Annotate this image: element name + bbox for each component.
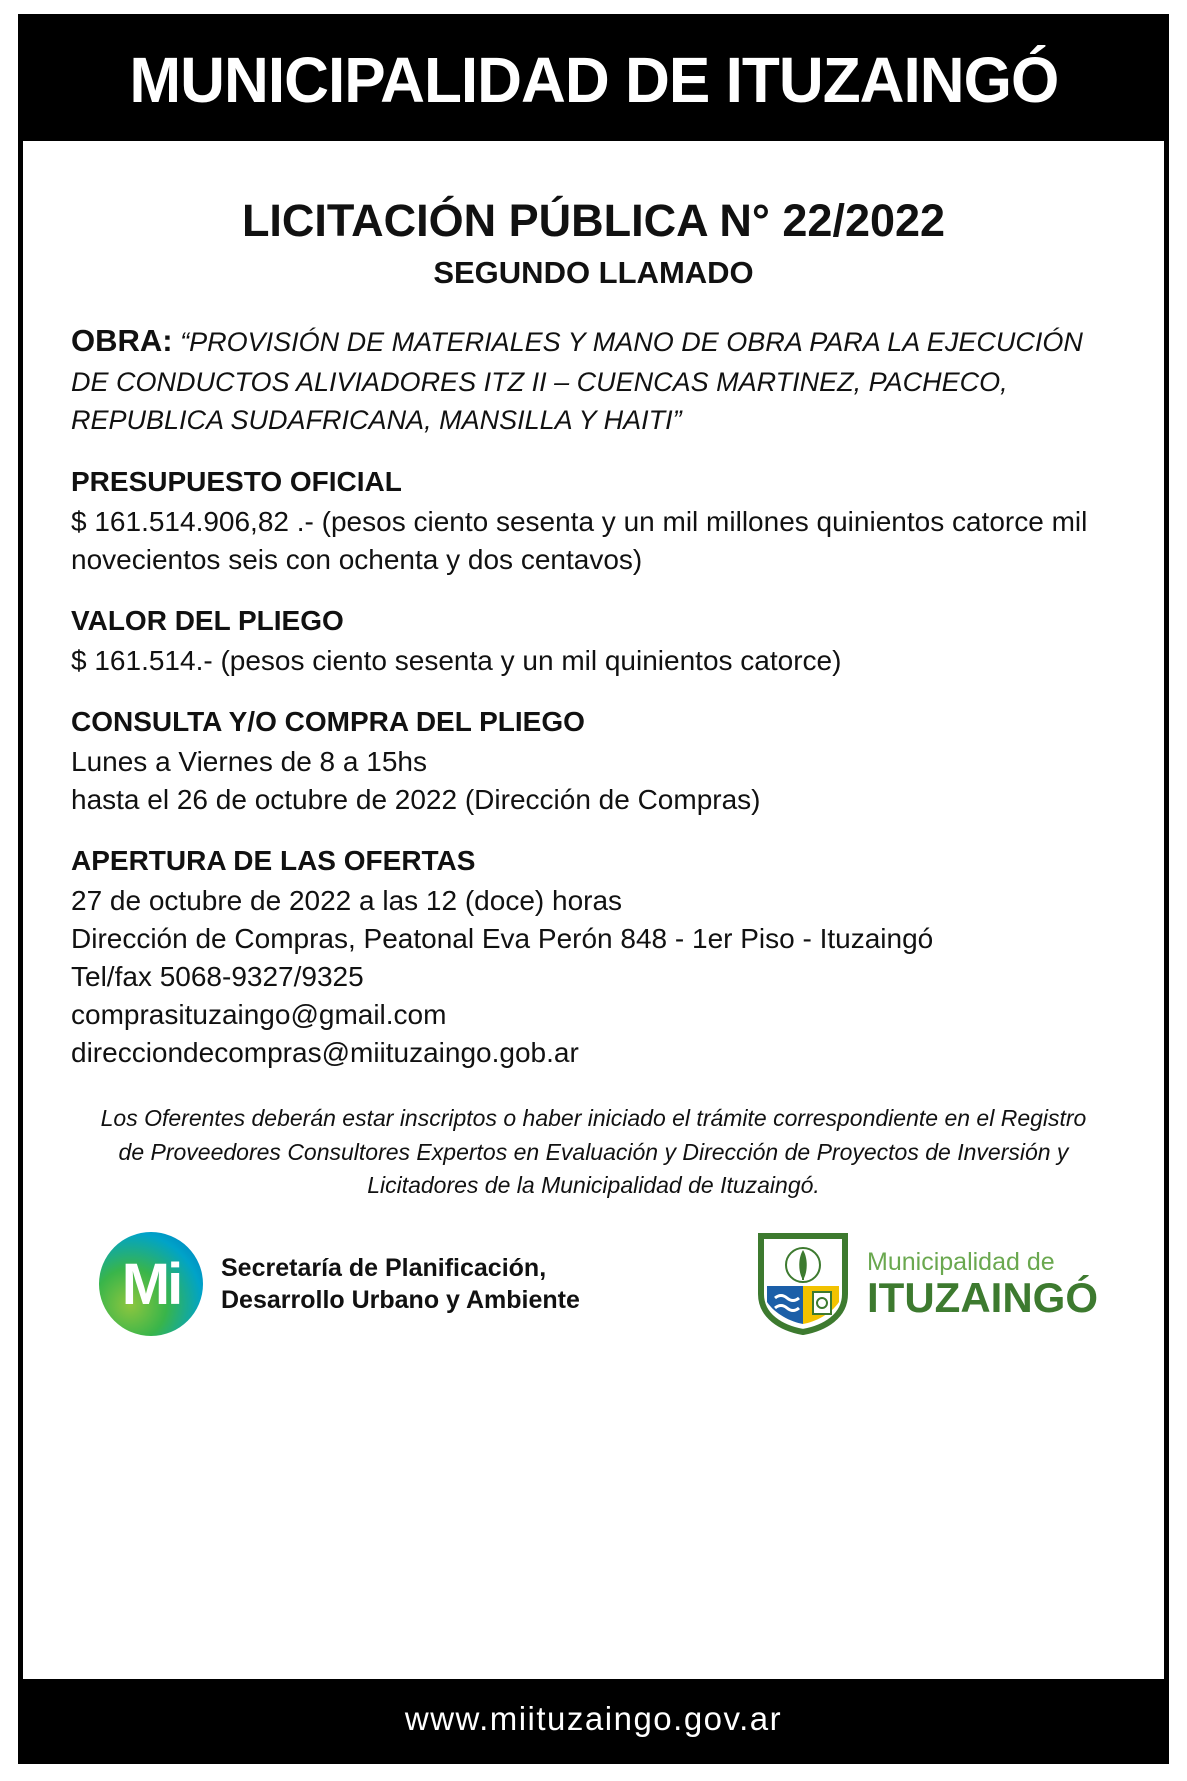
notice-body: [23, 141, 1164, 1679]
oferentes-note: Los Oferentes deberán estar inscriptos o haber iniciado el trámite correspondiente en el Registro de Proveedores Consultores Expertos en Evaluación y Dirección de Proyectos de Inversión y Licitadores de la Municipalidad de Ituzaingó.: [100, 1105, 1087, 1199]
coat-of-arms-icon: [757, 1232, 849, 1336]
obra-description: “PROVISIÓN DE MATERIALES Y MANO DE OBRA PARA LA EJECUCIÓN DE CONDUCTOS ALIVIADORES ITZ II – CUENCAS MARTINEZ, PACHECO, REPUBLICA SUDAFRICANA, MANSILLA Y HAITI”: [71, 327, 1083, 436]
section-line: hasta el 26 de octubre de 2022 (Dirección de Compras): [71, 783, 761, 815]
obra-block: [71, 319, 1116, 440]
section-line: Tel/fax 5068-9327/9325: [71, 961, 364, 993]
secretaria-logo-group: [99, 1232, 580, 1336]
section-valor-pliego: [71, 605, 1116, 680]
logos-row: [71, 1232, 1116, 1336]
secretaria-line-2: Desarrollo Urbano y Ambiente: [221, 1286, 580, 1315]
municipalidad-logo-group: [757, 1232, 1098, 1336]
section-line: Lunes a Viernes de 8 a 15hs: [71, 745, 427, 777]
section-consulta-compra: [71, 706, 1116, 819]
mi-circle-logo-icon: [99, 1232, 203, 1336]
page-title: LICITACIÓN PÚBLICA N° 22/2022: [241, 195, 946, 246]
email-compras[interactable]: comprasituzaingo@gmail.com: [71, 999, 447, 1031]
section-title: VALOR DEL PLIEGO: [71, 604, 344, 636]
secretaria-text: [221, 1252, 580, 1317]
header-title: MUNICIPALIDAD DE ITUZAINGÓ: [129, 44, 1058, 116]
municipalidad-text: [867, 1249, 1098, 1319]
email-direccion-compras[interactable]: direcciondecompras@miituzaingo.gob.ar: [71, 1037, 579, 1069]
footer-banner: [23, 1679, 1164, 1759]
poster-frame: [18, 14, 1169, 1764]
page-subtitle: SEGUNDO LLAMADO: [433, 255, 754, 290]
mi-monogram-label: Mi: [121, 1251, 181, 1317]
municipalidad-big-label: ITUZAINGÓ: [867, 1273, 1098, 1321]
section-title: APERTURA DE LAS OFERTAS: [71, 845, 476, 877]
section-line: $ 161.514.- (pesos ciento sesenta y un mil quinientos catorce): [71, 644, 842, 676]
header-banner: [23, 19, 1164, 141]
section-apertura-ofertas: [71, 845, 1116, 1072]
website-url[interactable]: www.miituzaingo.gov.ar: [404, 1700, 783, 1737]
section-title: PRESUPUESTO OFICIAL: [71, 465, 402, 497]
section-presupuesto: [71, 466, 1116, 579]
section-line: $ 161.514.906,82 .- (pesos ciento sesenta y un mil millones quinientos catorce mil novecientos seis con ochenta y dos centavos): [71, 505, 1088, 575]
section-line: 27 de octubre de 2022 a las 12 (doce) horas: [71, 885, 623, 917]
obra-label: OBRA:: [71, 323, 173, 358]
municipalidad-small-label: Municipalidad de: [867, 1248, 1055, 1277]
secretaria-line-1: Secretaría de Planificación,: [221, 1253, 547, 1282]
section-title: CONSULTA Y/O COMPRA DEL PLIEGO: [71, 705, 585, 737]
section-line: Dirección de Compras, Peatonal Eva Perón 848 - 1er Piso - Ituzaingó: [71, 923, 934, 955]
